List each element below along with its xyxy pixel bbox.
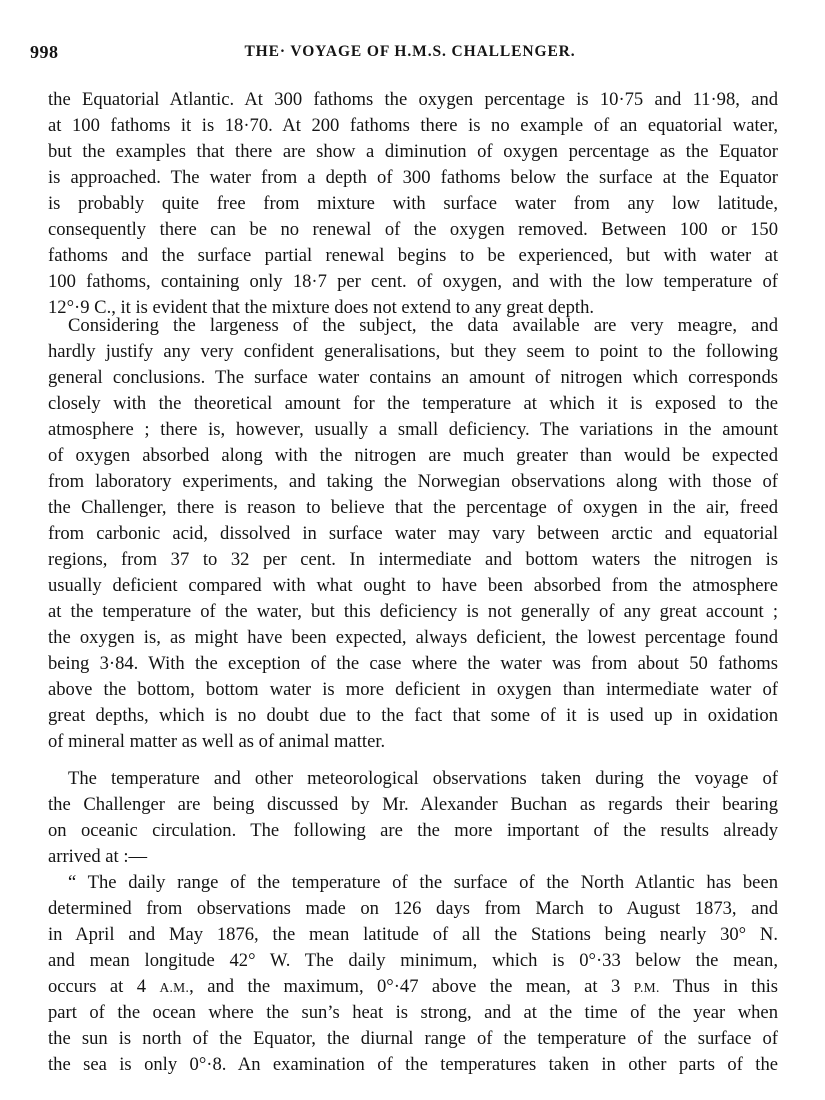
text-line: of oxygen absorbed along with the nitrogen are much greater than would be expected [48, 445, 778, 466]
text-line [48, 974, 778, 1000]
text-fragment: Thus in this [672, 976, 779, 997]
text-line: general conclusions. The surface water contains an amount of nitrogen which corresponds [48, 367, 778, 388]
text-line: the Equatorial Atlantic. At 300 fathoms the oxygen percentage is 10·75 and 11·98, and [48, 89, 778, 110]
text-line: arrived at :— [48, 846, 148, 867]
text-line: is approached. The water from a depth of 300 fathoms below the surface at the Equator [48, 167, 778, 188]
text-line: above the bottom, bottom water is more deficient in oxygen than intermediate water of [48, 679, 778, 700]
text-line: Considering the largeness of the subject, the data available are very meagre, and [68, 315, 778, 336]
text-line: hardly justify any very confident generalisations, but they seem to point to the following [48, 341, 778, 362]
text-line: the oxygen is, as might have been expected, always deficient, the lowest percentage found [48, 627, 778, 648]
text-line: 100 fathoms, containing only 18·7 per cent. of oxygen, and with the low temperature of [48, 271, 778, 292]
text-line: of mineral matter as well as of animal matter. [48, 731, 386, 752]
text-line: The temperature and other meteorological observations taken during the voyage of [68, 768, 778, 789]
text-line: at the temperature of the water, but this deficiency is not generally of any great account ; [48, 601, 778, 622]
text-line: in April and May 1876, the mean latitude of all the Stations being nearly 30° N. [48, 924, 778, 945]
text-line: the Challenger are being discussed by Mr. Alexander Buchan as regards their bearing [48, 794, 778, 815]
text-line: on oceanic circulation. The following are the more important of the results already [48, 820, 778, 841]
text-line: but the examples that there are show a diminution of oxygen percentage as the Equator [48, 141, 778, 162]
text-fragment: , and the maximum, 0°·47 above the mean, at 3 [189, 976, 621, 997]
page-number: 998 [30, 42, 59, 62]
text-line: usually deficient compared with what ought to have been absorbed from the atmosphere [48, 575, 778, 596]
page-header [30, 42, 790, 68]
text-line: and mean longitude 42° W. The daily minimum, which is 0°·33 below the mean, [48, 950, 778, 971]
text-line: from laboratory experiments, and taking the Norwegian observations along with those of [48, 471, 778, 492]
running-title: THE· VOYAGE OF H.M.S. CHALLENGER. [244, 43, 576, 60]
text-line: is probably quite free from mixture with surface water from any low latitude, [48, 193, 778, 214]
text-line: from carbonic acid, dissolved in surface water may vary between arctic and equatorial [48, 523, 778, 544]
text-line: the sun is north of the Equator, the diurnal range of the temperature of the surface of [48, 1028, 778, 1049]
text-line: determined from observations made on 126 days from March to August 1873, and [48, 898, 778, 919]
text-line: consequently there can be no renewal of the oxygen removed. Between 100 or 150 [48, 219, 778, 240]
text-line: being 3·84. With the exception of the case where the water was from about 50 fathoms [48, 653, 778, 674]
text-line: fathoms and the surface partial renewal begins to be experienced, but with water at [48, 245, 778, 266]
text-line: “ The daily range of the temperature of the surface of the North Atlantic has been [68, 872, 778, 893]
text-line: closely with the theoretical amount for the temperature at which it is exposed to the [48, 393, 778, 414]
text-line: the sea is only 0°·8. An examination of the temperatures taken in other parts of the [48, 1054, 778, 1075]
text-fragment: occurs at 4 [48, 976, 147, 997]
text-line: the Challenger, there is reason to believe that the percentage of oxygen in the air, freed [48, 497, 778, 518]
small-caps-am: A.M. [159, 980, 190, 995]
small-caps-pm: P.M. [633, 980, 660, 995]
text-line: regions, from 37 to 32 per cent. In intermediate and bottom waters the nitrogen is [48, 549, 778, 570]
text-line: part of the ocean where the sun’s heat is strong, and at the time of the year when [48, 1002, 778, 1023]
text-line: at 100 fathoms it is 18·70. At 200 fathoms there is no example of an equatorial water, [48, 115, 778, 136]
text-line: atmosphere ; there is, however, usually a small deficiency. The variations in the amount [48, 419, 778, 440]
text-line: 12°·9 C., it is evident that the mixture does not extend to any great depth. [48, 297, 595, 318]
text-line: great depths, which is no doubt due to the fact that some of it is used up in oxidation [48, 705, 778, 726]
